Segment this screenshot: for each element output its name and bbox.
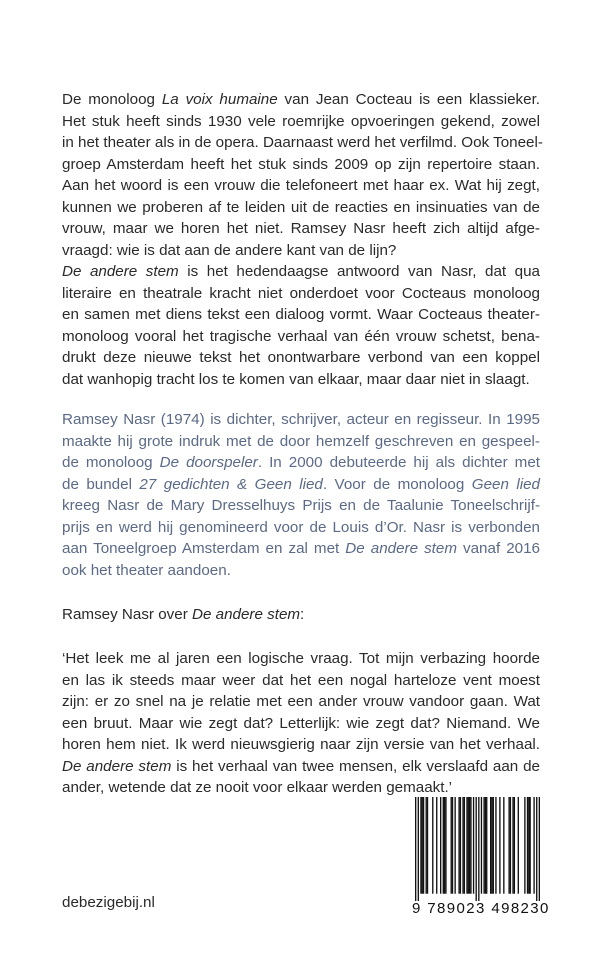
barcode-bar [491,797,492,894]
text-segment: prijs en werd hij genomineerd voor de Louis d’Or. Nasr is verbonden [62,518,540,536]
barcode-bar [518,797,519,894]
text-segment: is het hedendaagse antwoord van Nasr, dat qua [178,263,541,280]
isbn-barcode [410,797,550,921]
author-bio-paragraph [62,409,540,581]
text-line [62,409,540,431]
barcode-bar [423,797,424,894]
text-segment: vrouw, maar we horen het niet. Ramsey Nasr heeft zich altijd afge- [62,220,540,237]
text-line [62,347,540,369]
barcode-bar [426,797,427,894]
barcode-bar [533,797,534,894]
text-line [62,604,540,626]
text-line [62,560,540,582]
barcode-bar [445,797,446,894]
barcode-bar [468,797,469,894]
text-segment: ook het theater aandoen. [62,561,231,579]
barcode-bar [469,797,470,894]
text-line [62,691,540,713]
italic-title: De andere stem [62,263,179,280]
barcode-bar [539,797,540,901]
barcode-bar [473,797,474,894]
barcode-bar [499,797,500,894]
text-segment: de bundel [62,475,140,493]
text-segment: . In 2000 debuteerde hij als dichter met [257,454,540,471]
text-line [62,197,540,219]
barcode-bar [415,797,416,901]
text-segment: ander, wetende dat ze nooit voor elkaar werden gemaakt.’ [62,779,453,796]
text-segment: in het theater als in de opera. Daarnaast werd het verfilmd. Ook Toneel- [62,134,543,151]
barcode-bar [460,797,461,894]
barcode-bar [524,797,525,894]
text-line [62,304,540,326]
barcode-bar [493,797,494,894]
barcode-bar [458,797,459,894]
barcode-bar [529,797,530,894]
text-line [62,538,540,560]
barcode-bar [436,797,437,894]
barcode-bar [536,797,537,901]
text-line [62,111,540,133]
barcode-bar [486,797,487,894]
text-line [62,218,540,240]
barcode-bar [422,797,423,894]
text-segment: literaire en theatrale kracht niet onderdoet voor Cocteaus monoloog [62,284,540,302]
text-line [62,89,540,111]
barcode-bar [418,797,419,901]
barcode-bar [510,797,511,894]
text-line [62,175,540,197]
text-segment: ‘Het leek me al jaren een logische vraag. Tot mijn verbazing hoorde [62,650,540,667]
text-line [62,713,540,735]
text-segment: de monoloog [62,454,160,471]
italic-title: De andere stem [62,757,172,775]
barcode-bar [451,797,452,894]
text-segment: : [300,606,305,623]
text-segment: is het verhaal van twee mensen, elk verslaafd aan de [171,757,540,775]
text-line [62,261,540,283]
barcode-bar [440,797,441,894]
text-segment: horen hem niet. Ik werd nieuwsgierig naar zijn versie van het verhaal. [62,736,540,753]
barcode-bar [478,797,479,901]
text-line [62,240,540,262]
text-line [62,431,540,453]
text-line [62,474,540,496]
text-segment: Aan het woord is een vrouw die telefoneert met haar ex. Wat hij zegt, [62,177,540,194]
barcode-bar [454,797,455,894]
text-segment: groep Amsterdam heeft het stuk sinds 2009 op zijn repertoire staan. [62,155,540,173]
text-segment: vanaf 2016 [456,540,540,557]
text-line [62,326,540,348]
text-segment: kunnen we proberen af te leiden uit de reacties en insinuaties van de [62,198,540,216]
text-line [62,132,543,154]
text-segment: aan Toneelgroep Amsterdam en zal met [62,540,346,557]
italic-title: De andere stem [345,540,457,557]
text-segment: De monoloog [62,91,162,108]
text-line [62,734,540,756]
text-line [62,648,540,670]
barcode-bar [508,797,509,894]
italic-title: De doorspeler [159,454,258,471]
text-segment: van Jean Cocteau is een klassieker. [277,91,541,108]
barcode-bar [528,797,529,894]
barcode-bar [514,797,515,894]
barcode-bar [466,797,467,894]
text-line [62,670,540,692]
barcode-bar [420,797,421,894]
quote-paragraph [62,648,540,799]
summary-paragraph [62,89,543,390]
text-line [62,369,540,391]
italic-title: Geen lied [471,475,540,493]
barcode-bar [452,797,453,894]
barcode-bar [495,797,496,894]
barcode-bar [485,797,486,894]
barcode-bar [462,797,463,894]
text-segment: monoloog vooral het tragische verhaal van één vrouw schetst, bena- [62,327,540,345]
barcode-bar [503,797,504,894]
quote-intro [62,604,540,626]
text-line [62,495,540,517]
text-segment: zijn: er zo snel na je relatie met een ander vrouw vandoor gaan. Wat [62,693,540,710]
text-segment: kreeg Nasr de Mary Dresselhuys Prijs en de Taalunie Toneelschrijf- [62,497,540,514]
barcode-bar [470,797,471,894]
barcode-bar [483,797,484,894]
barcode-bar [432,797,433,894]
text-segment: een bruut. Maar wie zegt dat? Letterlijk: wie zegt dat? Niemand. We [62,714,540,732]
text-segment: Ramsey Nasr (1974) is dichter, schrijver, acteur en regisseur. In 1995 [62,411,540,428]
text-segment: dat wanhopig tracht los te komen van elkaar, maar daar niet in slaagt. [62,370,530,388]
text-line [62,154,540,176]
barcode-bar [527,797,528,894]
text-line [62,756,540,778]
text-line [62,283,540,305]
text-segment: maakte hij grote indruk met de door hemzelf geschreven en gespeel- [62,432,540,450]
text-segment: en samen met diens tekst een dialoog vormt. Waar Cocteaus theater- [62,306,540,323]
barcode-bar [443,797,444,894]
text-segment: Ramsey Nasr over [62,606,192,623]
barcode-bar [490,797,491,894]
text-line [62,452,540,474]
text-segment: drukt deze nieuwe tekst het onontwarbare verbond van een koppel [62,349,540,366]
text-segment: en las ik steeds maar weer dat het een nogal harteloze vent moest [62,671,540,689]
text-line [62,517,540,539]
text-segment: Het stuk heeft sinds 1930 vele roemrijke opvoeringen gekend, zowel [62,112,540,130]
isbn-number: 9 789023 498230 [412,900,550,917]
barcode-bar [476,797,477,901]
text-segment: vraagd: wie is dat aan de andere kant van de lijn? [62,241,397,259]
text-segment: . Voor de monoloog [322,475,472,493]
barcode-bar [427,797,428,894]
publisher-website: debezigebij.nl [62,894,155,911]
italic-title: De andere stem [191,606,301,623]
barcode-bars [415,797,540,901]
barcode-bar [512,797,513,894]
text-line [62,777,540,799]
barcode-bar [444,797,445,894]
italic-title: La voix humaine [161,91,278,108]
barcode-bar [464,797,465,894]
barcode-bar [481,797,482,894]
italic-title: 27 gedichten & Geen lied [139,475,323,493]
